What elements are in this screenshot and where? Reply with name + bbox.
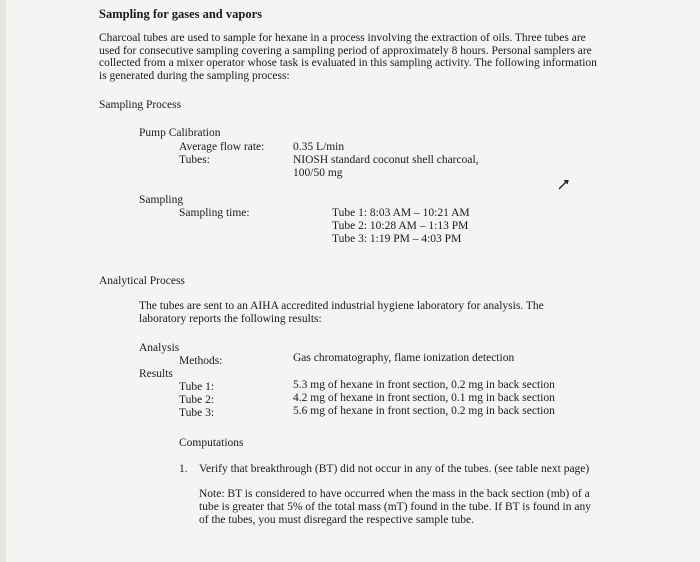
result-tube2-value: 4.2 mg of hexane in front section, 0.1 mg in back section (293, 392, 555, 404)
sampling-time-label: Sampling time: (179, 207, 250, 219)
tubes-value-line2: 100/50 mg (293, 167, 343, 179)
analysis-heading: Analysis (139, 342, 180, 354)
item1-number: 1. (179, 463, 188, 475)
result-tube1-label: Tube 1: (179, 381, 215, 393)
analytical-paragraph: The tubes are sent to an AIHA accredited industrial hygiene laboratory for analysis. The laboratory reports the following results: (139, 300, 544, 325)
result-tube1-value: 5.3 mg of hexane in front section, 0.2 mg in back section (293, 379, 555, 391)
computation-note: Note: BT is considered to have occurred when the mass in the back section (mb) of a tube is greater that 5% of the total mass (mT) found in the tube. If BT is found in any of the tubes, you must disregard the respective sample tube. (199, 488, 591, 526)
cursor-arrow-icon (559, 180, 569, 190)
sampling-tube3: Tube 3: 1:19 PM – 4:03 PM (332, 233, 462, 245)
tubes-label: Tubes: (179, 154, 210, 166)
sampling-process-heading: Sampling Process (99, 99, 182, 111)
result-tube3-label: Tube 3: (179, 407, 215, 419)
result-tube3-value: 5.6 mg of hexane in front section, 0.2 mg in back section (293, 405, 555, 417)
document-title: Sampling for gases and vapors (99, 7, 262, 21)
pump-calibration-heading: Pump Calibration (139, 127, 221, 139)
methods-value: Gas chromatography, flame ionization detection (293, 352, 515, 364)
analytical-process-heading: Analytical Process (99, 275, 185, 287)
sampling-tube1: Tube 1: 8:03 AM – 10:21 AM (332, 207, 470, 219)
sampling-tube2: Tube 2: 10:28 AM – 1:13 PM (332, 220, 469, 232)
flow-rate-value: 0.35 L/min (293, 141, 345, 153)
left-edge (0, 0, 6, 562)
tubes-value-line1: NIOSH standard coconut shell charcoal, (293, 154, 479, 166)
flow-rate-label: Average flow rate: (179, 141, 265, 153)
computations-heading: Computations (179, 437, 244, 449)
item1-text: Verify that breakthrough (BT) did not occur in any of the tubes. (see table next page) (199, 463, 590, 475)
methods-label: Methods: (179, 355, 223, 367)
result-tube2-label: Tube 2: (179, 394, 215, 406)
sampling-heading: Sampling (139, 194, 184, 206)
intro-paragraph: Charcoal tubes are used to sample for hexane in a process involving the extraction of oils. Three tubes are used for consecutive sampling covering a sampling period of approximately 8 hours. Personal samplers are collected from a mixer operator whose task is evaluated in this sampling activity. The following information is generated during the sampling process: (99, 32, 597, 82)
results-label: Results (139, 368, 173, 380)
